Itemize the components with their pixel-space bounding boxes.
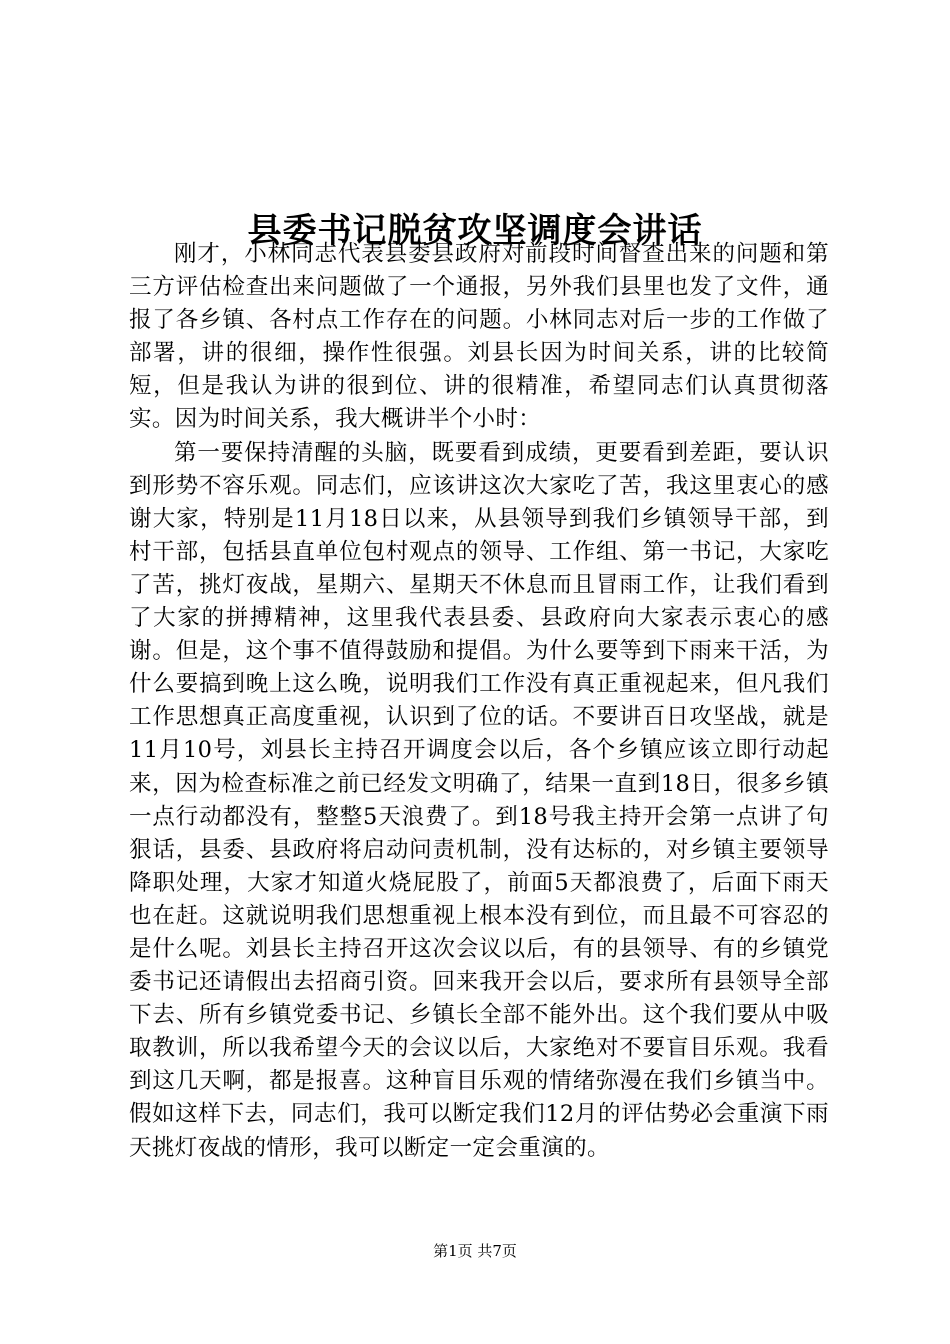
paragraph-1: 刚才，小林同志代表县委县政府对前段时间督查出来的问题和第三方评估检查出来问题做了一个通报，另外我们县里也发了文件，通报了各乡镇、各村点工作存在的问题。小林同志对后一步的工作做了部署，讲的很细，操作性很强。刘县长因为时间关系，讲的比较简短，但是我认为讲的很到位、讲的很精准，希望同志们认真贯彻落实。因为时间关系，我大概讲半个小时： [129,241,829,433]
paragraph-2: 第一要保持清醒的头脑，既要看到成绩，更要看到差距，要认识到形势不容乐观。同志们，应该讲这次大家吃了苦，我这里衷心的感谢大家，特别是11月18日以来，从县领导到我们乡镇领导干部，到村干部，包括县直单位包村观点的领导、工作组、第一书记，大家吃了苦，挑灯夜战，星期六、星期天不休息而且冒雨工作，让我们看到了大家的拼搏精神，这里我代表县委、县政府向大家表示衷心的感谢。但是，这个事不值得鼓励和提倡。为什么要等到下雨来干活，为什么要搞到晚上这么晚，说明我们工作没有真正重视起来，但凡我们工作思想真正高度重视，认识到了位的话。不要讲百日攻坚战，就是11月10号，刘县长主持召开调度会以后，各个乡镇应该立即行动起来，因为检查标准之前已经发文明确了，结果一直到18日，很多乡镇一点行动都没有，整整5天浪费了。到18号我主持开会第一点讲了句狠话，县委、县政府将启动问责机制，没有达标的，对乡镇主要领导降职处理，大家才知道火烧屁股了，前面5天都浪费了，后面下雨天也在赶。这就说明我们思想重视上根本没有到位，而且最不可容忍的是什么呢。刘县长主持召开这次会议以后，有的县领导、有的乡镇党委书记还请假出去招商引资。回来我开会以后，要求所有县领导全部下去、所有乡镇党委书记、乡镇长全部不能外出。这个我们要从中吸取教训，所以我希望今天的会议以后，大家绝对不要盲目乐观。我看到这几天啊，都是报喜。这种盲目乐观的情绪弥漫在我们乡镇当中。假如这样下去，同志们，我可以断定我们12月的评估势必会重演下雨天挑灯夜战的情形，我可以断定一定会重演的。 [129,439,829,1161]
document-title: 县委书记脱贫攻坚调度会讲话 [247,210,703,251]
document-body [129,238,829,1165]
page-number: 第1页 共7页 [433,1242,517,1260]
